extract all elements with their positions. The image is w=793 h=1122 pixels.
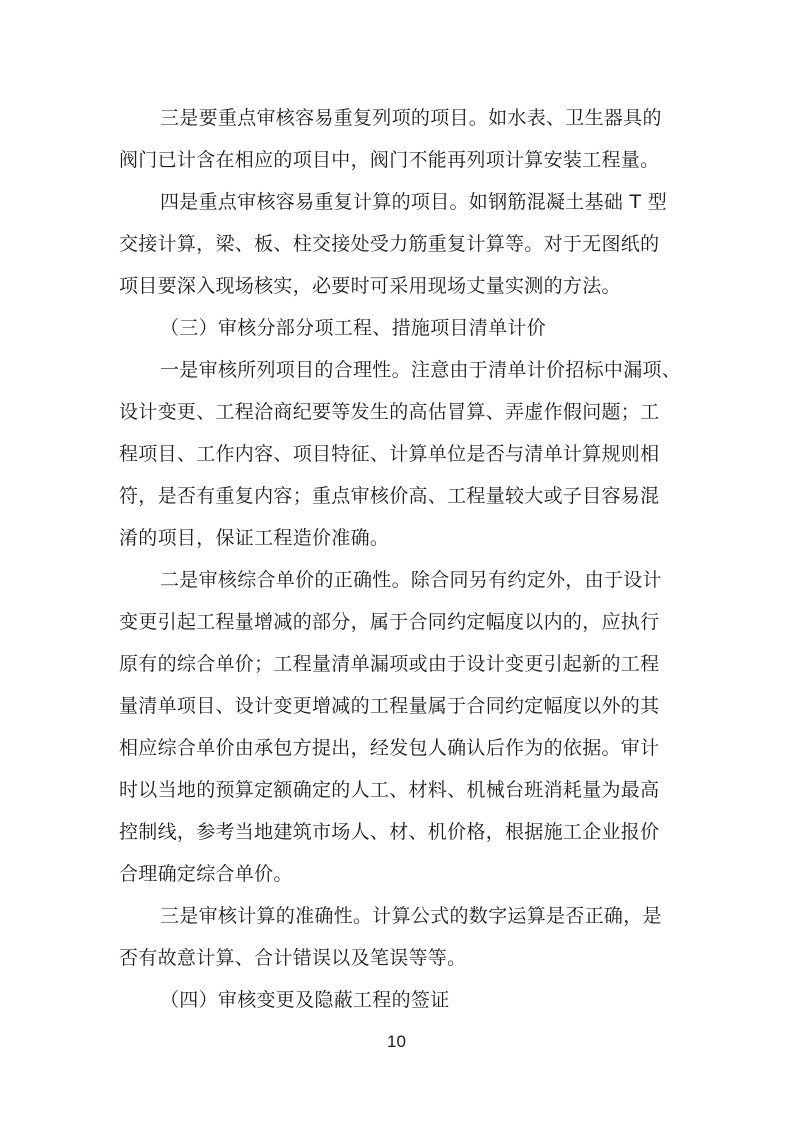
text-line: 否有故意计算、合计错误以及笔误等等。 (119, 947, 467, 969)
text-line: 阀门已计含在相应的项目中，阀门不能再列项计算安装工程量。 (119, 149, 660, 171)
text-line: 符，是否有重复内容；重点审核价高、工程量较大或子目容易混 (119, 485, 660, 507)
text-line: 原有的综合单价；工程量清单漏项或由于设计变更引起新的工程 (119, 653, 660, 675)
text-line: 一是审核所列项目的合理性。注意由于清单计价招标中漏项、 (160, 359, 682, 381)
text-line: 三是审核计算的准确性。计算公式的数字运算是否正确，是 (160, 905, 662, 927)
page-number: 10 (387, 1032, 406, 1051)
text-line: 合理确定综合单价。 (119, 863, 293, 885)
text-line: 四是重点审核容易重复计算的项目。如钢筋混凝土基础 T 型 (160, 191, 668, 213)
section-heading: （三）审核分部分项工程、措施项目清单计价 (160, 317, 547, 339)
text-line: 量清单项目、设计变更增减的工程量属于合同约定幅度以外的其 (119, 695, 660, 717)
text-line: 淆的项目，保证工程造价准确。 (119, 527, 390, 549)
text-line: 时以当地的预算定额确定的人工、材料、机械台班消耗量为最高 (119, 779, 660, 801)
text-line: 三是要重点审核容易重复列项的项目。如水表、卫生器具的 (160, 107, 662, 129)
text-line: 变更引起工程量增减的部分，属于合同约定幅度以内的，应执行 (119, 611, 660, 633)
text-line: 项目要深入现场核实，必要时可采用现场丈量实测的方法。 (119, 275, 621, 297)
text-line: 控制线，参考当地建筑市场人、材、机价格，根据施工企业报价 (119, 821, 660, 843)
section-heading: （四）审核变更及隐蔽工程的签证 (160, 989, 450, 1011)
text-line: 设计变更、工程洽商纪要等发生的高估冒算、弄虚作假问题；工 (119, 401, 660, 423)
text-line: 二是审核综合单价的正确性。除合同另有约定外，由于设计 (160, 569, 662, 591)
text-line: 程项目、工作内容、项目特征、计算单位是否与清单计算规则相 (119, 443, 660, 465)
text-line: 交接计算，梁、板、柱交接处受力筋重复计算等。对于无图纸的 (119, 233, 660, 255)
text-line: 相应综合单价由承包方提出，经发包人确认后作为的依据。审计 (119, 737, 660, 759)
